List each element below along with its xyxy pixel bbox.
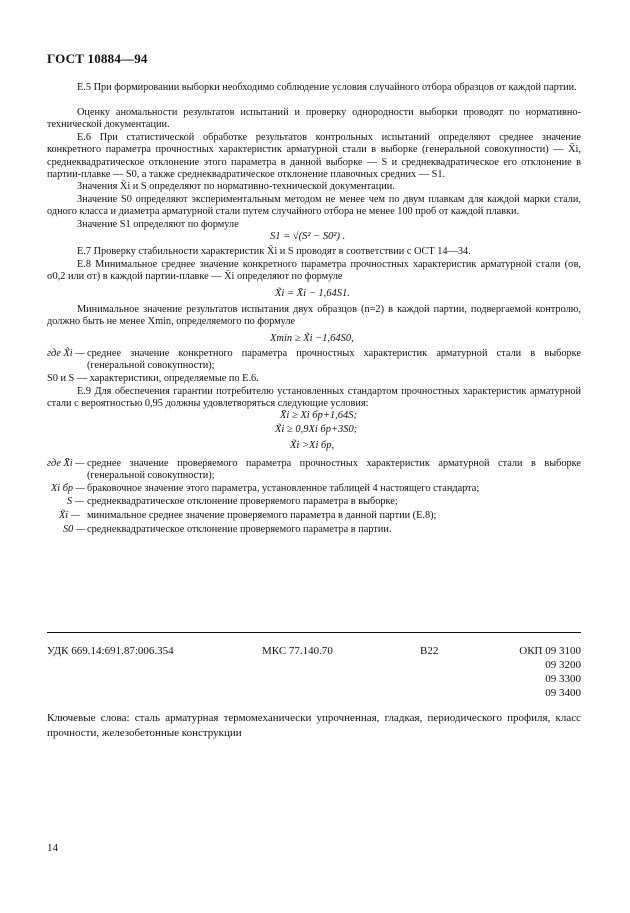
paragraph-values-xi-s: Значения X̄i и S определяют по нормативно-технической документации. bbox=[77, 181, 395, 192]
page-header-title: ГОСТ 10884—94 bbox=[47, 51, 148, 66]
okp-code: 09 3400 bbox=[545, 687, 581, 699]
page-number: 14 bbox=[47, 842, 58, 854]
definition-symbol: S — bbox=[67, 496, 84, 507]
definition-symbol: Xi бр — bbox=[51, 483, 85, 494]
definition-text: браковочное значение этого параметра, установленное таблицей 4 настоящего стандарта; bbox=[87, 483, 480, 494]
paragraph-value-s0: Значение S0 определяют экспериментальным методом не менее чем по двум плавкам для каждой марки стали, одного класса и диаметра арматурной стали путем случайного отбора не менее 100 проб от каждой плавки. bbox=[47, 194, 581, 218]
definition-s0-s: S0 и S — характеристики, определяемые по Е.6. bbox=[47, 373, 259, 384]
condition-1: X̄i ≥ Xi бр+1,64S; bbox=[280, 410, 358, 421]
condition-3: X̃i >Xi бр, bbox=[290, 440, 335, 451]
paragraph-min-value: Минимальное значение результатов испытания двух образцов (n=2) в каждой партии, подвергаемой контролю, должно быть не менее Xmin, определяемого по формуле bbox=[47, 304, 581, 328]
footer-okp-codes bbox=[519, 644, 581, 700]
paragraph-e5: Е.5 При формировании выборки необходимо соблюдение условия случайного отбора образцов от каждой партии. bbox=[77, 82, 577, 93]
footer-class: В22 bbox=[420, 645, 439, 657]
okp-code: 09 3300 bbox=[545, 673, 581, 685]
definition-text: среднеквадратическое отклонение проверяемого параметра в партии. bbox=[87, 524, 392, 535]
formula-xi-min-mean: X̃i = X̄i − 1,64S1. bbox=[275, 288, 350, 299]
footer-divider bbox=[47, 632, 581, 633]
condition-2: X̃i ≥ 0,9Xi бр+3S0; bbox=[275, 424, 358, 435]
paragraph-e6: Е.6 При статистической обработке результатов контрольных испытаний определяют среднее значение конкретного параметра прочностных характеристик арматурной стали в выборке (генеральной совокупности) — X̄i, среднеквадратическое отклонение этого параметра в данной выборке — S и среднеквадратическое его отклонение в партии-плавке — S0, а также среднеквадратическое отклонение плавочных средних — S1. bbox=[47, 132, 581, 181]
definition-text: среднее значение проверяемого параметра прочностных характеристик арматурной стали в выборке (генеральной совокупности); bbox=[87, 458, 581, 482]
definition-symbol: S0 — bbox=[63, 524, 86, 535]
paragraph-e9: Е.9 Для обеспечения гарантии потребителю установленных стандартом прочностных характеристик арматурной стали с вероятностью 0,95 должны удовлетворяться следующие условия: bbox=[47, 386, 581, 410]
paragraph-e8: Е.8 Минимальное среднее значение конкретного параметра прочностных характеристик арматурной стали (σв, σ0,2 или σт) в каждой партии-плавке — X̃i определяют по формуле bbox=[47, 259, 581, 283]
definition-text: минимальное среднее значение проверяемого параметра в данной партии (Е.8); bbox=[87, 510, 437, 521]
paragraph-value-s1: Значение S1 определяют по формуле bbox=[77, 219, 239, 230]
keywords: Ключевые слова: сталь арматурная термомеханически упрочненная, гладкая, периодического профиля, класс прочности, железобетонные конструкции bbox=[47, 712, 581, 739]
footer-mks: МКС 77.140.70 bbox=[262, 645, 333, 657]
formula-s1: S1 = √(S² − S0²) . bbox=[270, 231, 346, 242]
okp-code: 09 3200 bbox=[545, 659, 581, 671]
definition-symbol: X̃i — bbox=[59, 510, 80, 521]
definition-text: среднее значение конкретного параметра прочностных характеристик арматурной стали в выборке (генеральной совокупности); bbox=[87, 348, 581, 372]
footer-udk: УДК 669.14:691.87:006.354 bbox=[47, 645, 174, 657]
definition-text: среднеквадратическое отклонение проверяемого параметра в выборке; bbox=[87, 496, 398, 507]
definition-symbol: где X̃i — bbox=[47, 348, 85, 359]
paragraph-anomaly-check: Оценку аномальности результатов испытаний и проверку однородности выборки проводят по нормативно-технической документации. bbox=[47, 107, 581, 131]
formula-xmin: Xmin ≥ X̃i −1,64S0, bbox=[270, 333, 354, 344]
definition-symbol: где X̄i — bbox=[47, 458, 85, 469]
okp-code: ОКП 09 3100 bbox=[519, 645, 581, 657]
paragraph-e7: Е.7 Проверку стабильности характеристик X̄i и S проводят в соответствии с ОСТ 14—34. bbox=[77, 246, 471, 257]
